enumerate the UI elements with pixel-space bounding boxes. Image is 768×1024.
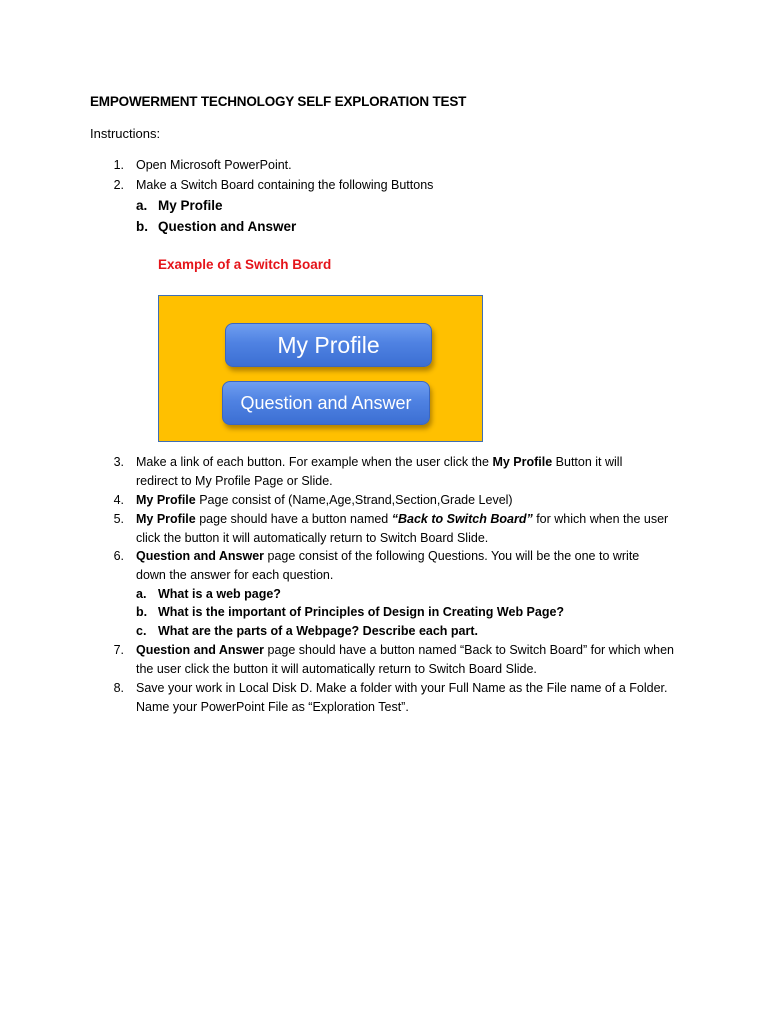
question-text: What is the important of Principles of Design in Creating Web Page? bbox=[158, 605, 565, 619]
item-text: for which when the user bbox=[532, 512, 669, 526]
item-number: 3. bbox=[113, 455, 124, 469]
item-text-bold: My Profile bbox=[492, 455, 553, 469]
item-text-bold: My Profile bbox=[136, 512, 196, 526]
item-text: page should have a button named bbox=[195, 512, 392, 526]
item-number: 7. bbox=[113, 643, 124, 657]
item-text: Make a Switch Board containing the following Buttons bbox=[136, 178, 434, 192]
item-letter: a. bbox=[136, 587, 147, 601]
item-letter: b. bbox=[136, 219, 148, 234]
item-text-continued: down the answer for each question. bbox=[136, 568, 334, 582]
instructions-label: Instructions: bbox=[90, 126, 161, 141]
item-text-bold: Question and Answer bbox=[136, 549, 265, 563]
item-text: Page consist of (Name,Age,Strand,Section,Grade Level) bbox=[195, 493, 513, 507]
item-text-bold-italic: “Back to Switch Board” bbox=[391, 512, 533, 526]
item-text: Question and Answer bbox=[158, 219, 297, 234]
item-letter: a. bbox=[136, 198, 148, 213]
question-text: What are the parts of a Webpage? Describe each part. bbox=[158, 624, 478, 638]
item-text: page consist of the following Questions. You will be the one to write bbox=[264, 549, 640, 563]
item-text-continued: Name your PowerPoint File as “Exploration Test”. bbox=[136, 700, 409, 714]
item-number: 1. bbox=[113, 158, 124, 172]
item-text-continued: click the button it will automatically return to Switch Board Slide. bbox=[136, 531, 489, 545]
item-number: 6. bbox=[113, 549, 124, 563]
item-text-bold: My Profile bbox=[136, 493, 196, 507]
item-text: page should have a button named “Back to Switch Board” for which when bbox=[264, 643, 674, 657]
item-letter: b. bbox=[136, 605, 148, 619]
item-number: 5. bbox=[113, 512, 124, 526]
item-text: My Profile bbox=[158, 198, 223, 213]
item-text: Button it will bbox=[552, 455, 623, 469]
item-text: Make a link of each button. For example when the user click the bbox=[136, 455, 493, 469]
item-number: 4. bbox=[113, 493, 124, 507]
item-text-continued: redirect to My Profile Page or Slide. bbox=[136, 474, 333, 488]
switchboard-example bbox=[158, 295, 483, 442]
item-text-bold: Question and Answer bbox=[136, 643, 265, 657]
item-letter: c. bbox=[136, 624, 147, 638]
document-title: EMPOWERMENT TECHNOLOGY SELF EXPLORATION TEST bbox=[90, 94, 467, 109]
item-text-continued: the user click the button it will automatically return to Switch Board Slide. bbox=[136, 662, 537, 676]
my-profile-button: My Profile bbox=[225, 323, 432, 367]
question-and-answer-button: Question and Answer bbox=[222, 381, 430, 425]
item-number: 8. bbox=[113, 681, 124, 695]
item-number: 2. bbox=[113, 178, 124, 192]
item-text: Save your work in Local Disk D. Make a folder with your Full Name as the File name of a Folder. bbox=[136, 681, 668, 695]
question-text: What is a web page? bbox=[158, 587, 281, 601]
example-heading: Example of a Switch Board bbox=[158, 257, 332, 272]
item-text: Open Microsoft PowerPoint. bbox=[136, 158, 292, 172]
